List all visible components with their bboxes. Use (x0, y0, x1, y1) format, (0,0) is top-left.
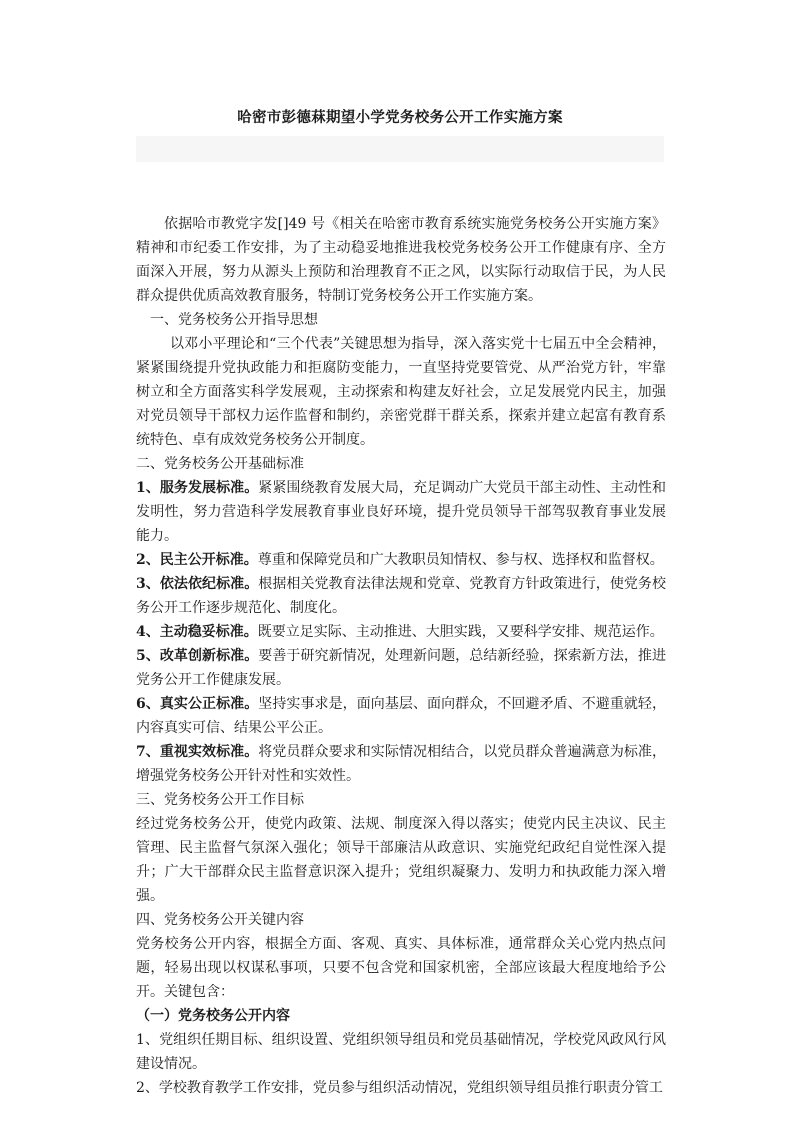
content-item-2: 2、学校教育教学工作安排，党员参与组织活动情况，党组织领导组员推行职责分管工 (136, 1080, 663, 1096)
standard-text: 根据相关党教育法律法规和党章、党教育方针政策进行，使党务校务公开工作逐步规范化、制度化。 (136, 576, 666, 616)
section-4-heading: 四、党务校务公开关键内容 (136, 912, 304, 928)
document-body (136, 212, 666, 1100)
section-1-heading: 一、党务校务公开指导思想 (150, 312, 318, 328)
content-item-1: 1、党组织任期目标、组织设置、党组织领导组员和党员基础情况，学校党风政风行风建设情况。 (136, 1032, 666, 1072)
section-4-body: 党务校务公开内容，根据全方面、客观、真实、具体标准，通常群众关心党内热点问题，轻易出现以权谋私事项，只要不包含党和国家机密，全部应该最大程度地给予公开。关键包含： (136, 936, 666, 1000)
standard-label: 6、真实公正标准。 (136, 696, 259, 712)
standard-item-3 (136, 572, 666, 620)
standard-label: 3、依法依纪标准。 (136, 576, 259, 592)
standard-text: 既要立足实际、主动推进、大胆实践，又要科学安排、规范运作。 (257, 624, 664, 640)
standard-text: 尊重和保障党员和广大教职员知情权、参与权、选择权和监督权。 (257, 552, 664, 568)
standard-text: 坚持实事求是，面向基层、面向群众，不回避矛盾、不避重就轻，内容真实可信、结果公平公正。 (136, 696, 666, 736)
standard-label: 5、改革创新标准。 (136, 648, 259, 664)
section-1-body: 以邓小平理论和“三个代表”关键思想为指导，深入落实党十七届五中全会精神，紧紧围绕提升党执政能力和拒腐防变能力，一直坚持党要管党、从严治党方针，牢靠树立和全方面落实科学发展观，主动探索和构建友好社会，立足发展党内民主，加强对党员领导干部权力运作监督和制约，亲密党群干群关系，探索并建立起富有教育系统特色、卓有成效党务校务公开制度。 (136, 336, 666, 448)
section-4-subheading: （一）党务校务公开内容 (136, 1008, 290, 1024)
standard-item-5 (136, 644, 666, 692)
intro-paragraph: 依据哈市教党字发[]49 号《相关在哈密市教育系统实施党务校务公开实施方案》精神和市纪委工作安排，为了主动稳妥地推进我校党务校务公开工作健康有序、全方面深入开展，努力从源头上预防和治理教育不正之风，以实际行动取信于民，为人民群众提供优质高效教育服务，特制订党务校务公开工作实施方案。 (136, 216, 666, 304)
section-3-heading: 三、党务校务公开工作目标 (136, 792, 304, 808)
standard-item-6 (136, 692, 666, 740)
header-band (136, 136, 664, 162)
standard-text: 紧紧围绕教育发展大局，充足调动广大党员干部主动性、主动性和发明性，努力营造科学发展教育事业良好环境，提升党员领导干部驾驭教育事业发展能力。 (136, 480, 666, 544)
standard-label: 7、重视实效标准。 (136, 744, 259, 760)
standard-label: 1、服务发展标准。 (136, 480, 259, 496)
standard-text: 要善于研究新情况，处理新问题，总结新经验，探索新方法，推进党务公开工作健康发展。 (136, 648, 666, 688)
section-3-body: 经过党务校务公开，使党内政策、法规、制度深入得以落实；使党内民主决议、民主管理、民主监督气氛深入强化；领导干部廉洁从政意识、实施党纪政纪自觉性深入提升；广大干部群众民主监督意识深入提升；党组织凝聚力、发明力和执政能力深入增强。 (136, 816, 666, 904)
standard-label: 4、主动稳妥标准。 (136, 624, 258, 640)
section-2-heading: 二、党务校务公开基础标准 (136, 456, 304, 472)
standard-item-4 (136, 620, 666, 644)
document-title: 哈密市彭德菻期望小学党务校务公开工作实施方案 (237, 109, 563, 126)
standard-label: 2、民主公开标准。 (136, 552, 258, 568)
standard-item-7 (136, 740, 666, 788)
standard-item-2 (136, 548, 666, 572)
standard-item-1 (136, 476, 666, 548)
standard-text: 将党员群众要求和实际情况相结合，以党员群众普遍满意为标准，增强党务校务公开针对性和实效性。 (136, 744, 666, 784)
